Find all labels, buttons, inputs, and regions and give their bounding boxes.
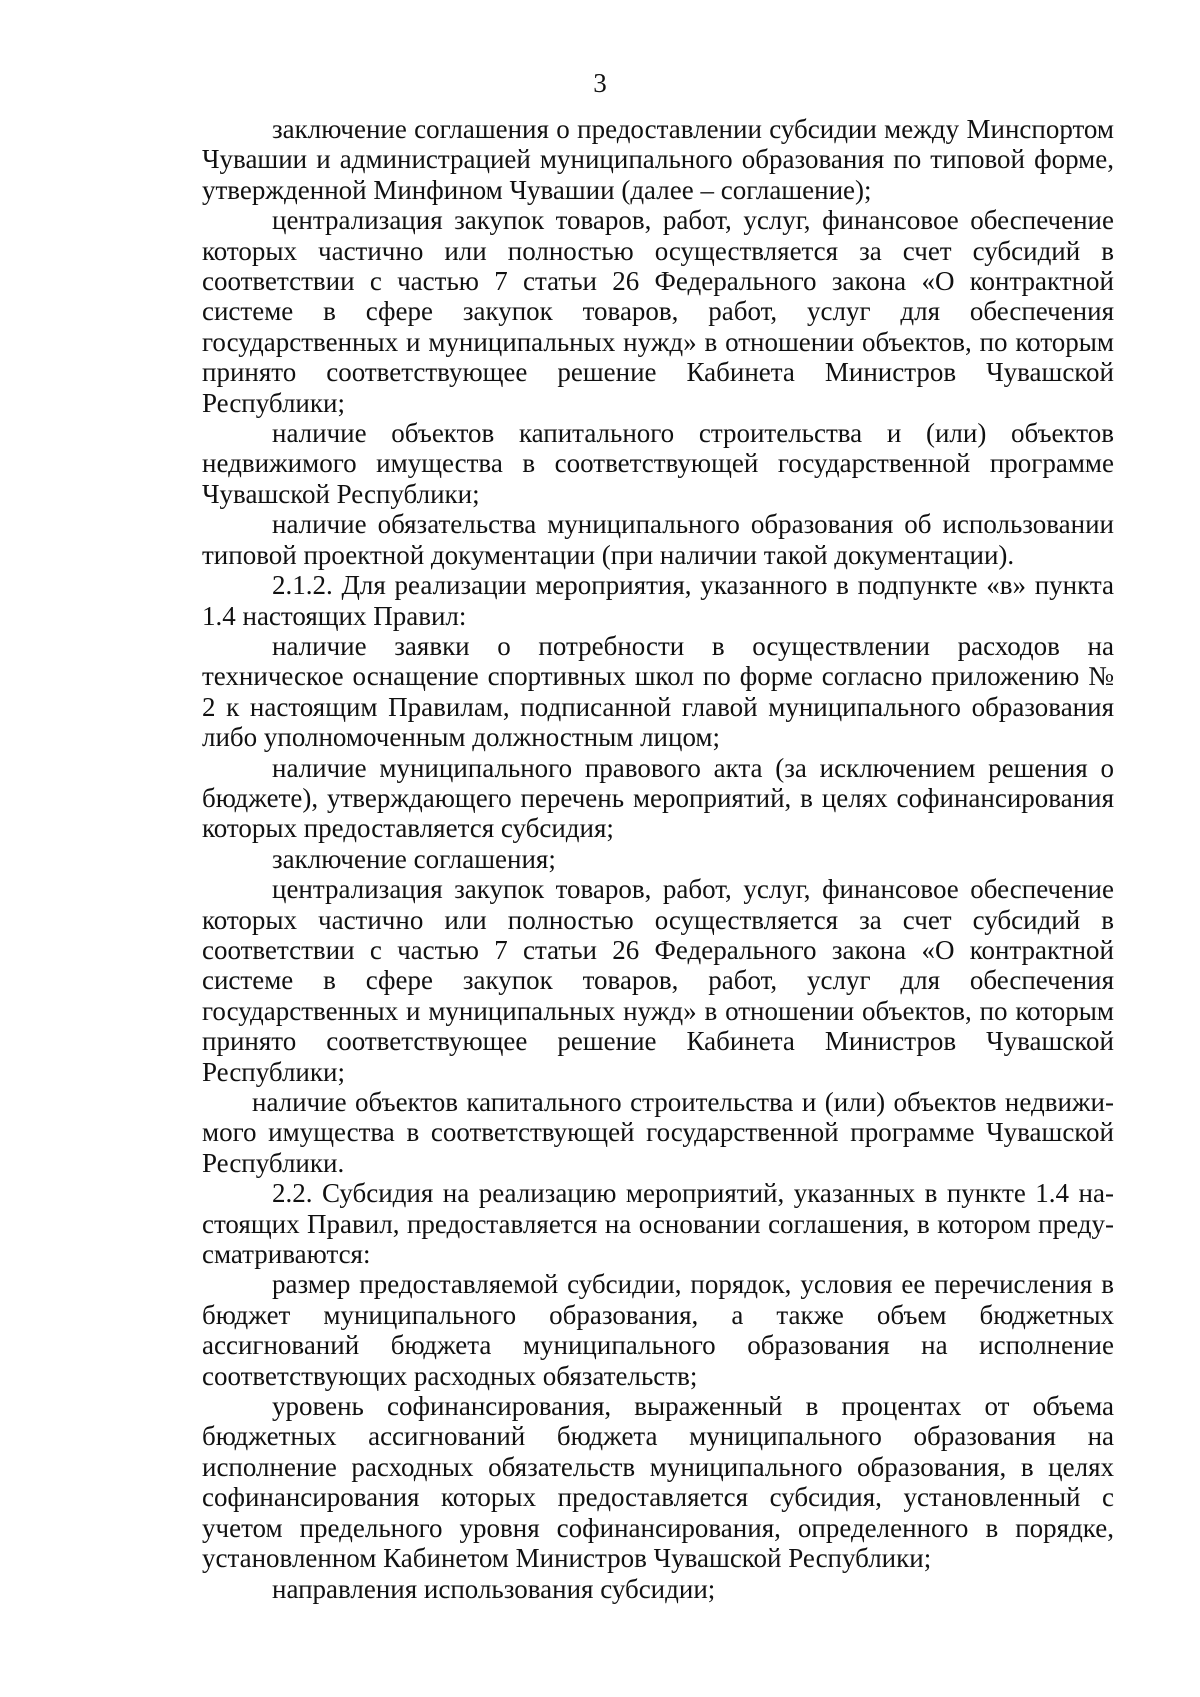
paragraph: заключение соглашения; [272,843,556,874]
paragraph: уровень софинансирования, выраженный в процентах от объема бюджетных ассигнований бюджета муниципального образования на исполнение расходных обязательств муниципального образования, в целях софинансирования которых предоставляется субсидия, установленный с учетом предельного уровня софинансирования, определенного в порядке, установленном Кабинетом Министров Чувашской Республики; [202,1391,1114,1574]
paragraph: централизация закупок товаров, работ, услуг, финансовое обеспечение которых частично или полностью осуществляется за счет субсидий в соответствии с частью 7 статьи 26 Федерального закона «О контрактной системе в сфере закупок товаров, работ, услуг для обеспечения государственных и муниципальных нужд» в отношении объектов, по которым принято соответствующее решение Кабинета Министров Чувашской Республики; [202,874,1114,1087]
page-number: 3 [593,68,607,98]
paragraph: наличие заявки о потребности в осуществлении расходов на техническое оснащение спортивных школ по форме согласно приложению № 2 к настоящим Правилам, подписанной главой муниципального образования либо уполномоченным должностным лицом; [202,630,1114,753]
document-body [202,114,1114,1604]
paragraph: направления использования субсидии; [272,1573,716,1604]
paragraph: размер предоставляемой субсидии, порядок, условия ее перечисления в бюджет муниципального образования, а также объем бюджетных ассигнований бюджета муниципального образования на исполнение соответствующих расходных обязательств; [202,1269,1114,1391]
paragraph: 2.1.2. Для реализации мероприятия, указанного в подпункте «в» пункта 1.4 настоящих Правил: [202,570,1114,631]
paragraph: наличие обязательства муниципального образования об использовании типовой проектной документации (при наличии такой документации). [202,509,1114,570]
paragraph: заключение соглашения о предоставлении субсидии между Минспортом Чувашии и администрацией муниципального образования по типовой форме, утвержденной Минфином Чувашии (далее – соглашение); [202,114,1114,205]
paragraph: наличие объектов капитального строительства и (или) объектов недвижимого имущества в соответствующей государственной программе Чувашской Республики. [202,1087,1114,1178]
paragraph: наличие объектов капитального строительства и (или) объектов недвижимого имущества в соответствующей государственной программе Чувашской Республики; [202,418,1114,509]
paragraph: наличие муниципального правового акта (за исключением решения о бюджете), утверждающего перечень мероприятий, в целях софинансирования которых предоставляется субсидия; [202,752,1114,844]
paragraph: 2.2. Субсидия на реализацию мероприятий, указанных в пункте 1.4 настоящих Правил, предоставляется на основании соглашения, в котором предусматриваются: [202,1178,1114,1270]
paragraph: централизация закупок товаров, работ, услуг, финансовое обеспечение которых частично или полностью осуществляется за счет субсидий в соответствии с частью 7 статьи 26 Федерального закона «О контрактной системе в сфере закупок товаров, работ, услуг для обеспечения государственных и муниципальных нужд» в отношении объектов, по которым принято соответствующее решение Кабинета Министров Чувашской Республики; [202,205,1114,418]
